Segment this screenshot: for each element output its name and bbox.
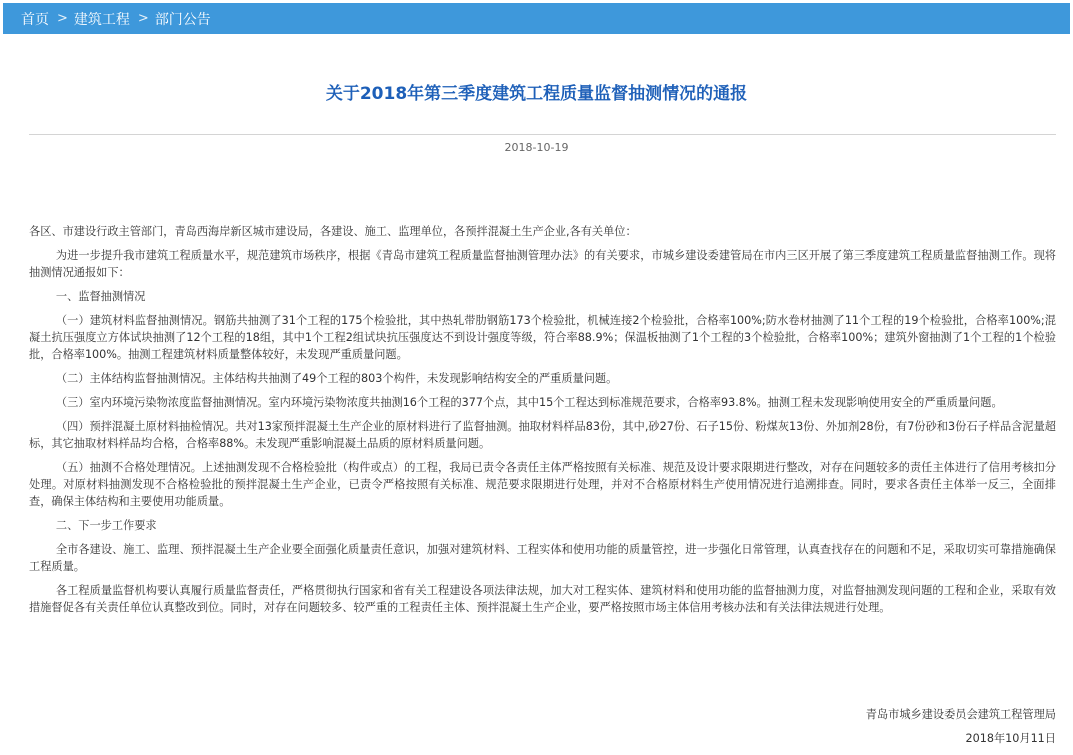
title-divider <box>29 134 1056 135</box>
breadcrumb <box>3 3 1070 34</box>
article-body <box>29 223 1056 623</box>
salutation: 各区、市建设行政主管部门，青岛西海岸新区城市建设局，各建设、施工、监理单位，各预拌混凝土生产企业,各有关单位： <box>29 225 637 238</box>
breadcrumb-construction-link[interactable]: 建筑工程 <box>73 11 130 28</box>
paragraph-nonconformance: （五）抽测不合格处理情况。上述抽测发现不合格检验批（构件或点）的工程，我局已责令各责任主体严格按照有关标准、规范及设计要求限期进行整改，对存在问题较多的责任主体进行了信用考核扣分处理。对原材料抽测发现不合格检验批的预拌混凝土生产企业，已责令严格按照有关标准、规范要求限期进行处理，并对不合格原材料生产使用情况进行追溯排查。同时，要求各责任主体举一反三，全面排查，确保主体结构和主要使用功能质量。 <box>29 461 1056 508</box>
paragraph-concrete-materials: （四）预拌混凝土原材料抽检情况。共对13家预拌混凝土生产企业的原材料进行了监督抽测。抽取材料样品83份，其中,砂27份、石子15份、粉煤灰13份、外加剂28份，有7份砂和3份石子样品含泥量超标，其它抽取材料样品均合格，合格率88%。未发现严重影响混凝土品质的原材料质量问题。 <box>29 420 1056 450</box>
paragraph-materials: （一）建筑材料监督抽测情况。钢筋共抽测了31个工程的175个检验批，其中热轧带肋钢筋173个检验批，机械连接2个检验批，合格率100%;防水卷材抽测了11个工程的19个检验批，合格率100%;混凝土抗压强度立方体试块抽测了12个工程的18组，其中1个工程2组试块抗压强度达不到设计强度等级，符合率88.9%；保温板抽测了1个工程的3个检验批，合格率100%；建筑外窗抽测了1个工程的1个检验批，合格率100%。抽测工程建筑材料质量整体较好，未发现严重质量问题。 <box>29 314 1056 361</box>
signature-date: 2018年10月11日 <box>965 732 1056 745</box>
breadcrumb-separator: > <box>57 11 68 26</box>
breadcrumb-separator: > <box>137 11 149 26</box>
breadcrumb-home-link[interactable]: 首页 <box>21 11 49 28</box>
publish-date: 2018-10-19 <box>504 141 569 154</box>
paragraph-structure: （二）主体结构监督抽测情况。主体结构共抽测了49个工程的803个构件，未发现影响结构安全的严重质量问题。 <box>55 372 618 385</box>
breadcrumb-announcement-link[interactable]: 部门公告 <box>154 11 211 28</box>
signature: 青岛市城乡建设委员会建筑工程管理局 <box>865 708 1056 721</box>
paragraph-indoor-environment: （三）室内环境污染物浓度监督抽测情况。室内环境污染物浓度共抽测16个工程的377个点，其中15个工程达到标准规范要求，合格率93.8%。抽测工程未发现影响使用安全的严重质量问题。 <box>55 396 1003 409</box>
intro-paragraph: 为进一步提升我市建筑工程质量水平，规范建筑市场秩序，根据《青岛市建筑工程质量监督抽测管理办法》的有关要求，市城乡建设委建管局在市内三区开展了第三季度建筑工程质量监督抽测工作。现将抽测情况通报如下： <box>29 249 1056 279</box>
paragraph-requirements-2: 各工程质量监督机构要认真履行质量监督责任，严格贯彻执行国家和省有关工程建设各项法律法规，加大对工程实体、建筑材料和使用功能的监督抽测力度，对监督抽测发现问题的工程和企业，采取有效措施督促各有关责任单位认真整改到位。同时，对存在问题较多、较严重的工程责任主体、预拌混凝土生产企业，要严格按照市场主体信用考核办法和有关法律法规进行处理。 <box>29 584 1056 614</box>
paragraph-requirements-1: 全市各建设、施工、监理、预拌混凝土生产企业要全面强化质量责任意识，加强对建筑材料、工程实体和使用功能的质量管控，进一步强化日常管理，认真查找存在的问题和不足，采取切实可靠措施确保工程质量。 <box>29 543 1056 573</box>
section-heading-2: 二、下一步工作要求 <box>55 519 157 532</box>
section-heading-1: 一、监督抽测情况 <box>55 290 146 303</box>
article-title: 关于2018年第三季度建筑工程质量监督抽测情况的通报 <box>325 84 748 104</box>
